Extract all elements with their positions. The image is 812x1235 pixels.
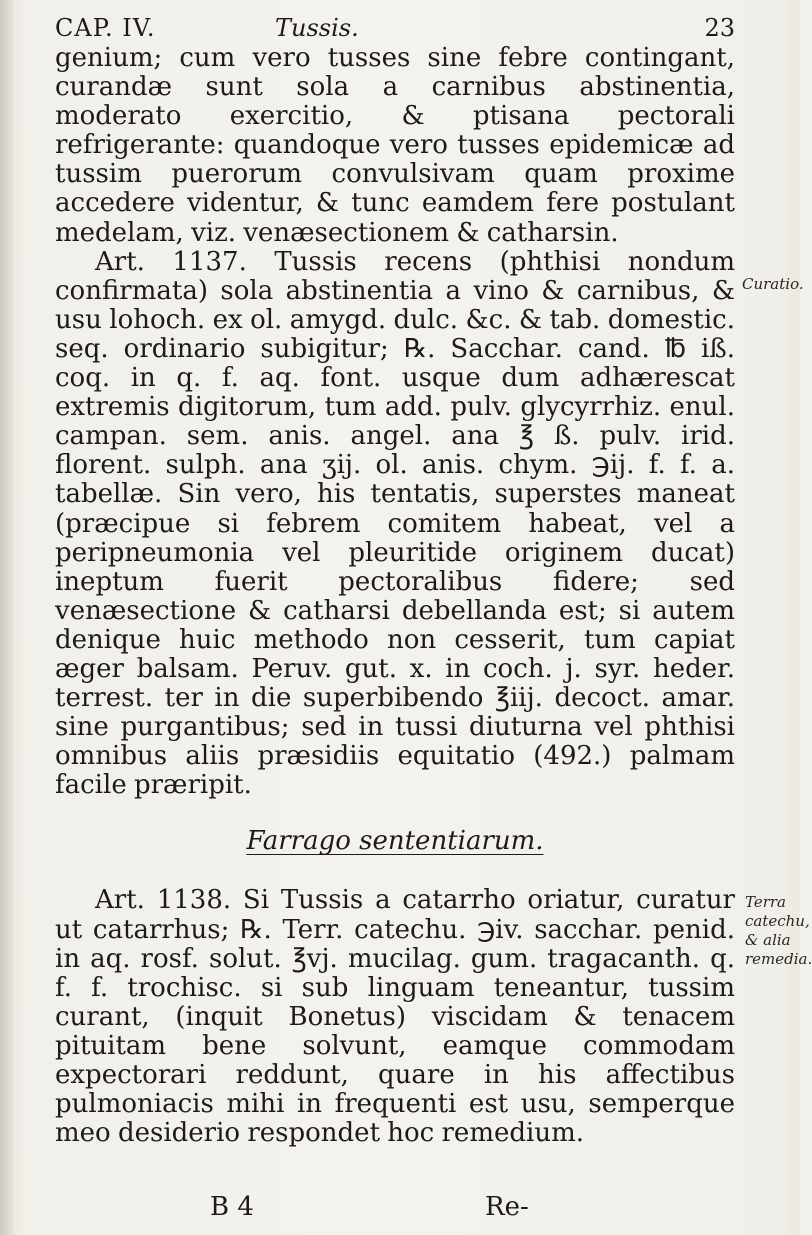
margin-note-alia: & alia <box>745 931 791 949</box>
margin-note-catechu: catechu, <box>745 912 810 930</box>
margin-note-curatio: Curatio. <box>742 275 804 293</box>
page-gutter <box>0 0 14 1235</box>
margin-note-terra: Terra <box>745 893 787 911</box>
paragraph-continuation: genium; cum vero tusses sine febre contingant, curandæ sunt sola a carnibus abstinentia, moderato exercitio, & ptisana pectorali refrigerante: quandoque vero tusses epidemicæ ad tussim puerorum convulsivam quam proxime accedere videntur, & tunc eamdem fere postulant medelam, viz. venæsectionem & catharsin. <box>55 43 735 248</box>
subheading: Farrago sententiarum. <box>246 826 544 857</box>
margin-note-remedia: remedia. <box>745 950 812 968</box>
running-header <box>55 14 735 46</box>
main-text <box>55 44 735 1148</box>
catchword: Re- <box>485 1192 529 1222</box>
signature-mark: B 4 <box>210 1192 254 1222</box>
chapter-label: CAP. IV. <box>55 14 156 42</box>
paragraph-art-1137: Art. 1137. Tussis recens (phthisi nondum confirmata) sola abstinentia a vino & carnibus, & usu lohoch. ex ol. amygd. dulc. &c. & tab. domestic. seq. ordinario subigitur; ℞. Sacchar. cand. ℔ iß. coq. in q. f. aq. font. usque dum adhærescat extremis digitorum, tum add. pulv. glycyrrhiz. enul. campan. sem. anis. angel. ana ℥ ß. pulv. irid. florent. sulph. ana ʒij. ol. anis. chym. ℈ij. f. f. a. tabellæ. Sin vero, his tentatis, superstes maneat (præcipue si febrem comitem habeat, vel a peripneumonia vel pleuritide originem ducat) ineptum fuerit pectoralibus fidere; sed venæsectione & catharsi debellanda est; si autem denique huic methodo non cesserit, tum capiat æger balsam. Peruv. gut. x. in coch. j. syr. heder. terrest. ter in die superbibendo ℥iij. decoct. amar. sine purgantibus; sed in tussi diuturna vel phthisi omnibus aliis præsidiis equitatio (492.) palmam facile præripit. <box>55 246 735 801</box>
paragraph-art-1138: Art. 1138. Si Tussis a catarrho oriatur, curatur ut catarrhus; ℞. Terr. catechu. ℈iv. sacchar. penid. in aq. rosf. solut. ℥vj. mucilag. gum. tragacanth. q. f. f. trochisc. si sub linguam teneantur, tussim curant, (inquit Bonetus) viscidam & tenacem pituitam bene solvunt, eamque commodam expectorari reddunt, quare in his affectibus pulmoniacis mihi in frequenti est usu, semperque meo desiderio respondet hoc remedium. <box>55 885 735 1149</box>
page-number: 23 <box>704 14 735 42</box>
running-title: Tussis. <box>275 14 359 42</box>
